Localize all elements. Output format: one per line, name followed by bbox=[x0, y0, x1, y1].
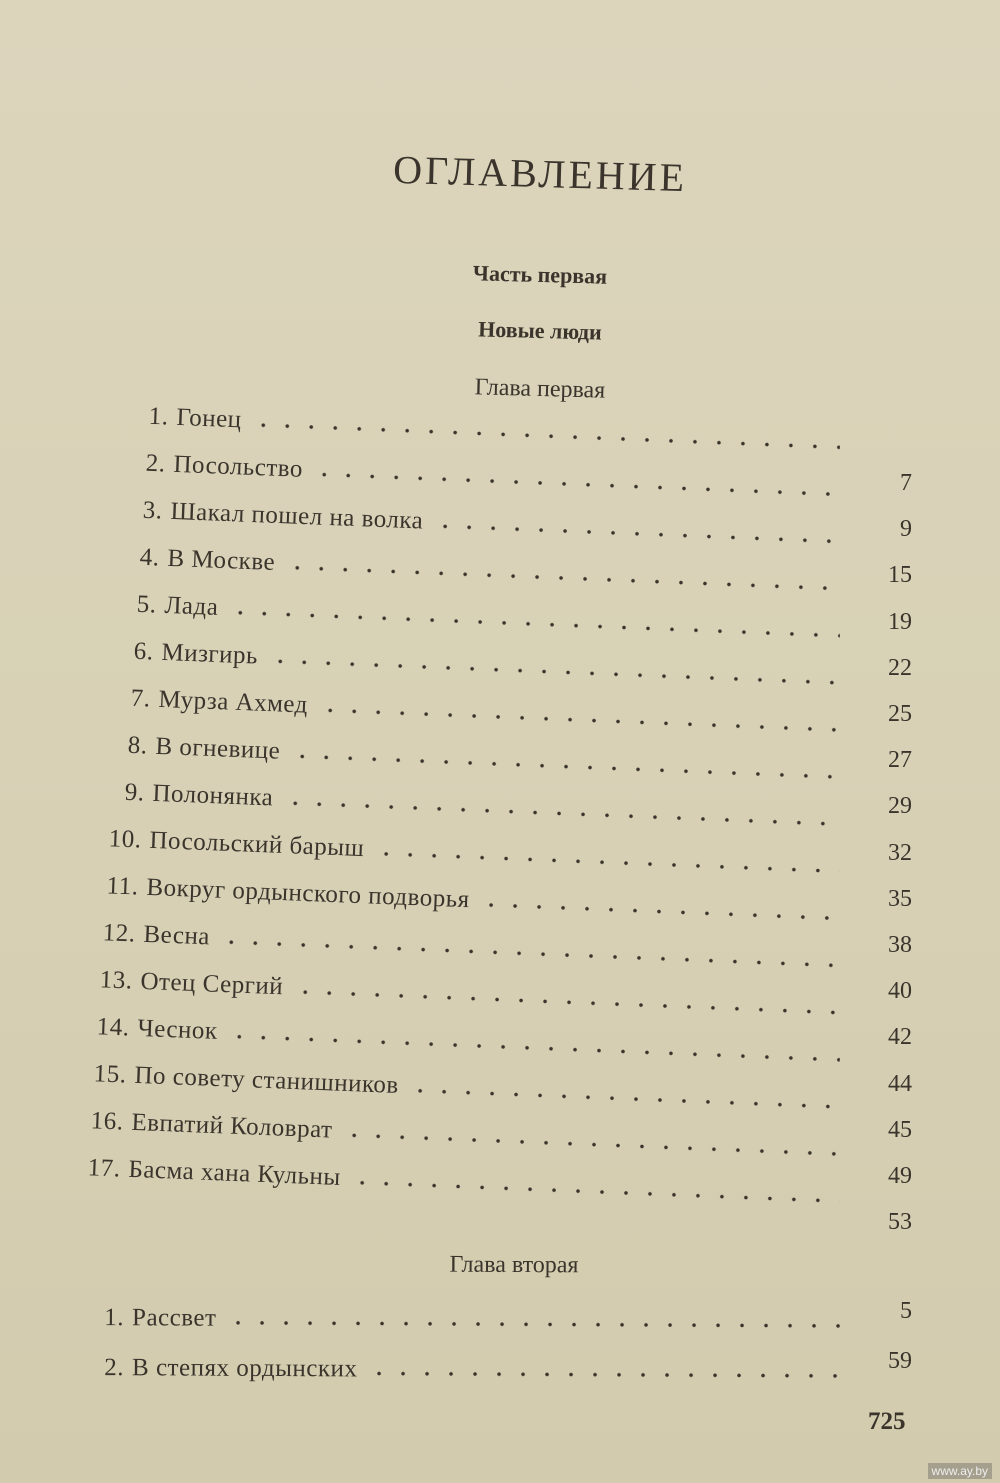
toc-page-number: 49 bbox=[888, 1163, 912, 1189]
toc-page-number: 32 bbox=[888, 839, 912, 866]
toc-entry bbox=[84, 1348, 860, 1386]
toc-entry-number: 4. bbox=[139, 543, 161, 572]
toc-entry-label: Мурза Ахмед bbox=[158, 685, 309, 719]
toc-entry-label: Рассвет bbox=[132, 1304, 217, 1332]
toc-entry-label: Посольство bbox=[173, 450, 304, 483]
dot-leader bbox=[283, 801, 840, 826]
toc-entry-number: 11. bbox=[106, 872, 140, 901]
toc-entry-number: 3. bbox=[142, 496, 164, 525]
toc-entry-number: 7. bbox=[130, 684, 152, 713]
toc-entry-number: 9. bbox=[124, 778, 146, 807]
toc-entry-label: Вокруг ордынского подворья bbox=[146, 873, 471, 914]
toc-entry-number: 13. bbox=[99, 966, 134, 995]
toc-page-number: 25 bbox=[888, 701, 912, 727]
toc-page-number: 45 bbox=[888, 1116, 912, 1143]
dot-leader bbox=[226, 1321, 850, 1328]
toc-entry-label: Гонец bbox=[176, 403, 243, 434]
toc-entry-number: 6. bbox=[133, 637, 155, 666]
toc-page-number: 27 bbox=[888, 747, 912, 774]
toc-entry-number: 14. bbox=[96, 1013, 131, 1042]
dot-leader bbox=[251, 423, 840, 450]
toc-page-number: 53 bbox=[888, 1209, 912, 1236]
dot-leader bbox=[318, 708, 840, 732]
toc-entry-number: 8. bbox=[127, 731, 149, 760]
dot-leader bbox=[220, 940, 840, 968]
chapter-heading-second: Глава вторая bbox=[449, 1251, 579, 1279]
toc-entry-number: 2. bbox=[145, 449, 167, 478]
toc-entry-label: Басма хана Кульны bbox=[128, 1155, 342, 1191]
toc-entry-number: 1. bbox=[148, 402, 170, 431]
toc-entry-label: Чеснок bbox=[137, 1014, 219, 1045]
toc-page-number: 38 bbox=[888, 932, 912, 958]
toc-page-number: 35 bbox=[888, 885, 912, 912]
dot-leader bbox=[293, 990, 840, 1015]
toc-entry-label: Мизгирь bbox=[161, 638, 259, 670]
dot-leader bbox=[228, 610, 840, 637]
dot-leader bbox=[342, 1133, 840, 1156]
watermark: www.ay.by bbox=[928, 1463, 992, 1479]
toc-entry-number: 16. bbox=[90, 1107, 125, 1136]
page-folio: 725 bbox=[868, 1408, 906, 1435]
toc-page-number: 40 bbox=[888, 978, 912, 1005]
toc-entry-label: По совету станишников bbox=[134, 1061, 400, 1099]
dot-leader bbox=[408, 1088, 839, 1109]
toc-page-number: 5 bbox=[900, 1298, 912, 1324]
dot-leader bbox=[433, 524, 840, 544]
toc-entry-label: Отец Сергий bbox=[140, 967, 284, 1001]
chapter-heading-first: Глава первая bbox=[474, 374, 606, 404]
toc-entry-label: Евпатий Коловрат bbox=[131, 1108, 333, 1144]
dot-leader bbox=[479, 903, 840, 921]
toc-page-number: 44 bbox=[888, 1070, 912, 1097]
dot-leader bbox=[367, 1371, 850, 1378]
part-subtitle: Новые люди bbox=[477, 316, 603, 345]
toc-entry-label: Полонянка bbox=[152, 779, 274, 812]
toc-entry-label: Весна bbox=[143, 920, 211, 951]
dot-leader bbox=[350, 1180, 839, 1203]
toc-page-number: 19 bbox=[888, 608, 912, 635]
dot-leader bbox=[227, 1034, 840, 1062]
dot-leader bbox=[374, 851, 840, 873]
toc-page-number: 42 bbox=[888, 1024, 912, 1051]
toc-entry-label: Посольский барыш bbox=[149, 826, 365, 863]
toc-entry-number: 1. bbox=[104, 1304, 125, 1332]
toc-entry-number: 2. bbox=[104, 1354, 125, 1382]
toc-entry-label: В огневице bbox=[155, 732, 281, 765]
toc-entry-label: В Москве bbox=[167, 544, 276, 576]
toc-page-number: 22 bbox=[888, 654, 912, 681]
toc-page-number: 15 bbox=[888, 562, 912, 589]
toc-title: ОГЛАВЛЕНИЕ bbox=[392, 146, 688, 201]
toc-entry-number: 17. bbox=[87, 1154, 122, 1183]
toc-page-number: 59 bbox=[888, 1348, 912, 1374]
toc-entry-number: 10. bbox=[108, 825, 143, 854]
toc-entry-label: В степях ордынских bbox=[132, 1354, 358, 1383]
part-heading: Часть первая bbox=[472, 260, 608, 289]
dot-leader bbox=[285, 565, 840, 590]
toc-entry-number: 12. bbox=[102, 919, 137, 948]
toc-entry-label: Шакал пошел на волка bbox=[170, 497, 424, 535]
toc-entry-label: Лада bbox=[164, 591, 219, 621]
toc-entry-number: 15. bbox=[93, 1060, 128, 1089]
toc-entry bbox=[84, 1298, 860, 1336]
toc-page-number: 7 bbox=[900, 470, 912, 496]
dot-leader bbox=[268, 659, 840, 685]
toc-entry-number: 5. bbox=[136, 590, 158, 619]
dot-leader bbox=[290, 754, 840, 779]
dot-leader bbox=[313, 472, 840, 496]
toc-page-number: 9 bbox=[900, 516, 912, 543]
toc-page-number: 29 bbox=[888, 793, 912, 820]
